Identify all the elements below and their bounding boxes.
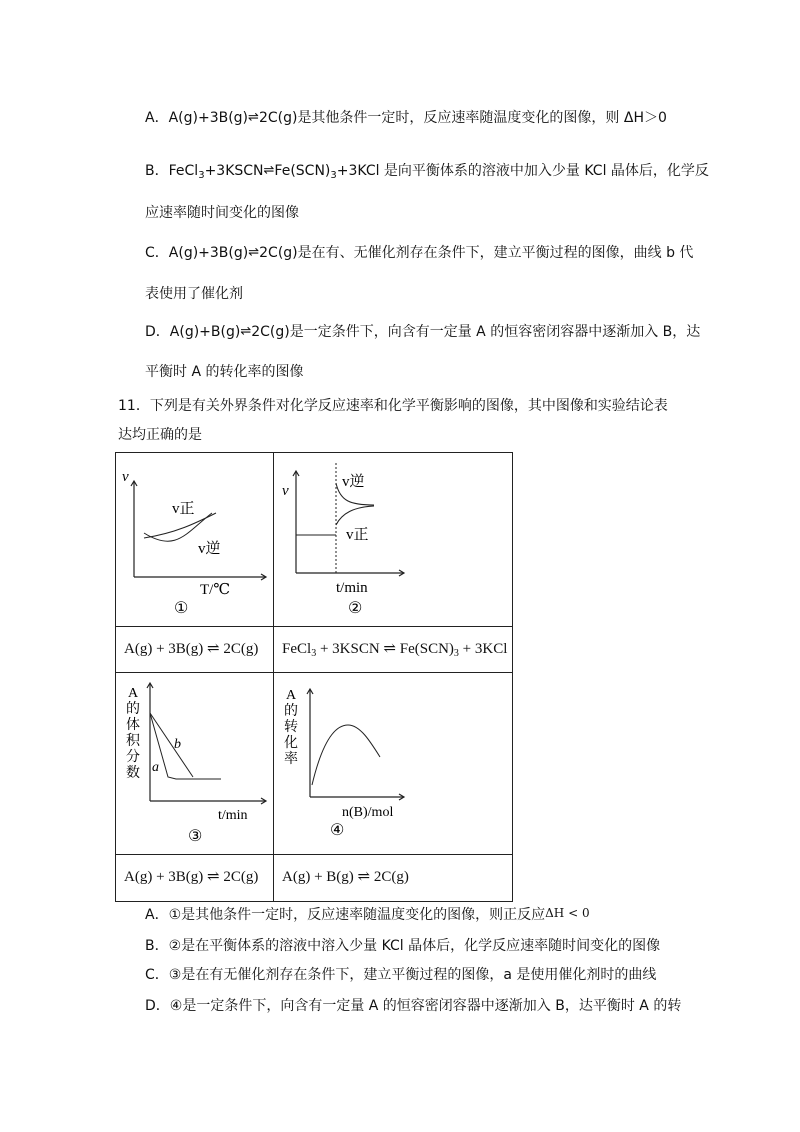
graph-4-ylabel-3: 转: [284, 720, 298, 735]
graph-3-ylabel-4: 积: [126, 734, 140, 749]
graph-3-label-a: a: [152, 760, 159, 775]
graph-4: [274, 673, 512, 855]
graph-1-ylabel: v: [122, 469, 129, 485]
graph-2-curve2: v正: [346, 527, 369, 543]
graph-cell-4: [274, 673, 512, 855]
graph-4-ylabel-2: 的: [284, 704, 298, 719]
prev-option-c-cont: 表使用了催化剂: [145, 286, 243, 302]
option-c: C．③是在有无催化剂存在条件下，建立平衡过程的图像，a 是使用催化剂时的曲线: [145, 967, 657, 983]
graph-4-number: ④: [330, 822, 345, 839]
graph-3: [116, 673, 274, 855]
graph-1-xlabel: T/℃: [200, 582, 231, 598]
graph-1-curve1: v正: [172, 501, 195, 517]
prev-option-b: B．$FeCl_3+3KSCN\rightleftharpoons Fe(SCN)_3+3KCl$ 是向平衡体系的溶液中加入少量 KCl 晶体后，化学反: [145, 163, 709, 181]
prev-option-d: D．A(g)+B(g)⇌2C(g)是一定条件下，向含有一定量 A 的恒容密闭容器中逐渐加入 B，达: [145, 324, 701, 340]
graph-2-number: ②: [348, 600, 363, 617]
equation-4: A(g) + B(g) ⇌ 2C(g): [282, 869, 409, 885]
graph-3-ylabel-6: 数: [126, 766, 140, 781]
question-11-line1: 11．下列是有关外界条件对化学反应速率和化学平衡影响的图像，其中图像和实验结论表: [118, 398, 668, 414]
equation-3: A(g) + 3B(g) ⇌ 2C(g): [124, 869, 259, 885]
prev-option-d-cont: 平衡时 A 的转化率的图像: [145, 364, 304, 380]
graph-3-xlabel: t/min: [218, 808, 248, 823]
equation-2: FeCl$_3$ + 3KSCN ⇌ $Fe(SCN)_3 + 3KCl$: [282, 641, 508, 659]
graph-4-ylabel-1: A: [286, 688, 297, 703]
equation-cell-4: [274, 855, 512, 901]
graph-1-curve2: v逆: [198, 541, 221, 557]
curve-v-forward: [144, 513, 212, 541]
graph-4-ylabel-5: 率: [284, 752, 298, 767]
prev-option-c: C．A(g)+3B(g)⇌2C(g)是在有、无催化剂存在条件下，建立平衡过程的图像，曲线 b 代: [145, 245, 694, 261]
graph-1-number: ①: [174, 600, 189, 617]
graph-2-curve1: v逆: [342, 474, 365, 490]
question-11-line2: 达均正确的是: [118, 427, 202, 443]
graph-4-xlabel: n(B)/mol: [342, 805, 394, 820]
curve-v-forward: [336, 506, 374, 525]
option-d: D．④是一定条件下，向含有一定量 A 的恒容密闭容器中逐渐加入 B，达平衡时 A 的转: [145, 998, 682, 1014]
prev-option-b-cont: 应速率随时间变化的图像: [145, 205, 299, 221]
graph-1: [116, 453, 274, 627]
curve-b: [150, 713, 221, 779]
option-b: B．②是在平衡体系的溶液中溶入少量 KCl 晶体后，化学反应速率随时间变化的图像: [145, 938, 661, 954]
equation-cell-1: [116, 627, 274, 673]
graph-3-ylabel-2: 的: [126, 702, 140, 717]
graph-3-label-b: b: [174, 737, 181, 752]
option-a: A．①是其他条件一定时，反应速率随温度变化的图像，则正反应ΔH < 0: [145, 906, 590, 923]
graph-3-ylabel-5: 分: [126, 750, 140, 765]
graph-3-number: ③: [188, 828, 203, 845]
graph-cell-1: [116, 453, 274, 627]
equation-1: A(g) + 3B(g) ⇌ 2C(g): [124, 641, 259, 657]
figure-grid: [115, 452, 513, 902]
prev-option-a: A．A(g)+3B(g)⇌2C(g)是其他条件一定时，反应速率随温度变化的图像，则 ΔH＞0: [145, 110, 667, 126]
graph-3-ylabel-1: A: [128, 686, 139, 701]
graph-3-ylabel-3: 体: [126, 718, 140, 733]
curve-conversion: [312, 725, 380, 785]
graph-2-ylabel: v: [282, 483, 289, 499]
graph-2-xlabel: t/min: [336, 580, 368, 596]
graph-2: [274, 453, 512, 627]
graph-cell-2: [274, 453, 512, 627]
graph-cell-3: [116, 673, 274, 855]
equation-cell-3: [116, 855, 274, 901]
equation-cell-2: [274, 627, 512, 673]
graph-4-ylabel-4: 化: [284, 736, 298, 751]
